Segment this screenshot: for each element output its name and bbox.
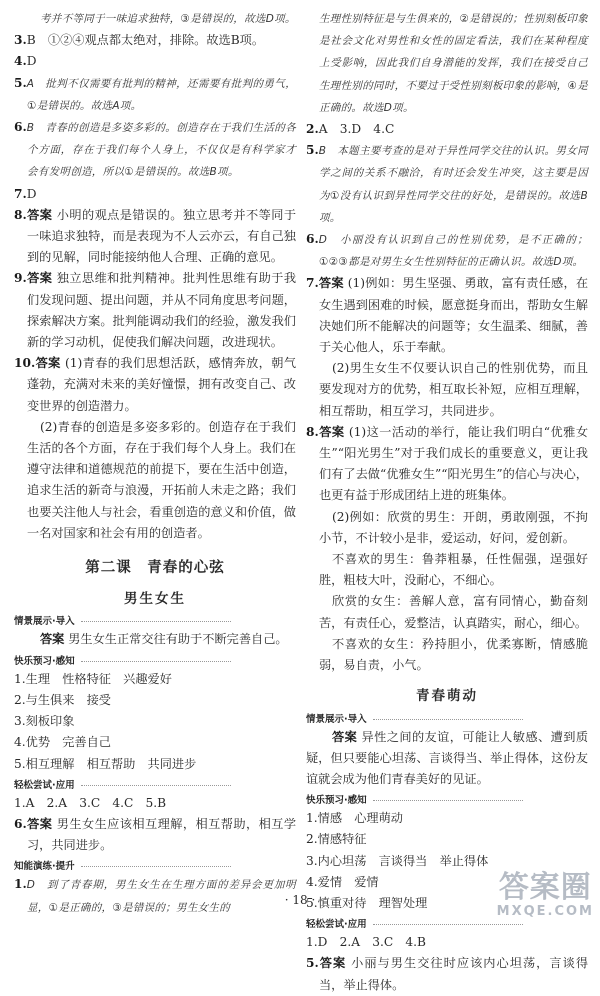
watermark-logo <box>497 872 594 919</box>
left-try6: 6.答案 男生女生应该相互理解，相互帮助，相互学习，共同进步。 <box>14 816 297 853</box>
left-q10-part2: (2)青春的创造是多姿多彩的。创造存在于我们生活的各个方面，存在于我们每个人身上。我们在遵守法律和道德规范的前提下，要在生活中创造，追求生活的新奇与浪漫，开拓前人未走之路；我们也要关注他人与社会，看重创造的意义和价值，做一名对国家和社会有用的创造者。 <box>27 419 296 540</box>
right-column <box>306 8 588 996</box>
right-try5: 5.答案 小丽与男生交往时应该内心坦荡，言谈得当，举止得体。 <box>306 956 589 992</box>
right-q7-part2: (2)男生女生不仅要认识自己的性别优势，而且要发现对方的优势，相互取长补短，应相互理解，相互帮助，相互学习，共同进步。 <box>319 361 588 418</box>
left-q9: 9.答案 独立思维和批判精神。批判性思维有助于我们发现问题、提出问题，并从不同角度思考问题，探索解决方案。批判能调动我们的经验，激发我们新的学习动机，促使我们解决问题，改进现状。 <box>14 271 297 350</box>
left-q8: 8.答案 小明的观点是错误的。独立思考并不等同于一味追求独特，而是表现为不人云亦云，有自己独到的见解，同时能接纳他人合理、正确的意见。 <box>14 207 297 265</box>
preview-item: 5.慎重对待 理智处理 <box>306 895 428 910</box>
left-q5: 5.A 批判不仅需要有批判的精神，还需要有批判的勇气，①是错误的。故选A项。 <box>14 75 296 112</box>
preview-item: 4.优势 完善自己 <box>14 735 111 750</box>
topic-title-youth-stirring: 青春萌动 <box>416 688 478 705</box>
section-header: 轻松尝试·应用 <box>14 778 296 793</box>
section-header: 情景展示·导入 <box>14 614 296 629</box>
section-header: 快乐预习·感知 <box>14 654 296 669</box>
left-ex1: 1.D 到了青春期，男生女生在生理方面的差异会更加明显，①是正确的，③是错误的；男生女生的 <box>14 877 296 914</box>
section-header: 快乐预习·感知 <box>306 793 588 808</box>
watermark-text: 答案圈 <box>498 870 592 905</box>
page-number: · 18 · <box>284 893 316 907</box>
left-q3: 3.B ①②④观点都太绝对，排除。故选B项。 <box>14 33 265 48</box>
right-q8-part4: 欣赏的女生：善解人意，富有同情心，勤奋刻苦，有责任心，爱整洁，认真踏实，耐心，细心。 <box>319 594 588 630</box>
right-q6: 6.D 小丽没有认识到自己的性别优势，是不正确的；①②③都是对男生女生性别特征的正确认识。故选D项。 <box>306 232 588 269</box>
right-q8-part3: 不喜欢的男生：鲁莽粗暴，任性倔强，逞强好胜，粗枝大叶，没耐心，不细心。 <box>319 552 588 588</box>
preview-item: 1.情感 心理萌动 <box>306 811 403 826</box>
preview-item: 3.内心坦荡 言谈得当 举止得体 <box>306 853 489 868</box>
preview-item: 5.相互理解 相互帮助 共同进步 <box>14 756 197 771</box>
right-q8: 8.答案 (1)这一活动的举行，能让我们明白“优雅女生”“阳光男生”对于我们成长的重要意义，更让我们有了去做“优雅女生”“阳光男生”的信心与决心，也更有益于形成团结上进的班集体。 <box>306 424 589 503</box>
right-q2: 2.A 3.D 4.C <box>306 122 395 137</box>
right-intro-answer: 答案 异性之间的友谊，可能让人敏感、遭到质疑，但只要能心坦荡、言谈得当、举止得体，这份友谊就会成为他们青春美好的见证。 <box>306 729 589 786</box>
preview-item: 1.生理 性格特征 兴趣爱好 <box>14 671 172 686</box>
left-q4: 4.D <box>14 54 37 69</box>
right-q5: 5.B 本题主要考查的是对于异性同学交往的认识。男女同学之间的关系不融洽，有时还会发生冲突，这主要是因为①没有认识到异性同学交往的好处，是错误的。故选B项。 <box>306 143 588 224</box>
left-q7: 7.D <box>14 186 37 201</box>
right-q8-part2: (2)例如：欣赏的男生：开朗，勇敢刚强，不拘小节，不计较小是非，爱运动，好问，爱创新。 <box>319 509 588 545</box>
try-answers: 1.A 2.A 3.C 4.C 5.B <box>14 795 167 810</box>
section-header: 情景展示·导入 <box>306 712 588 727</box>
left-q10: 10.答案 (1)青春的我们思想活跃，感情奔放，朝气蓬勃，充满对未来的美好憧憬，拥有改变自己、改变世界的创造潜力。 <box>14 356 297 413</box>
preview-item: 2.情感特征 <box>306 832 367 847</box>
lesson-title: 第二课 青春的心弦 <box>85 560 225 577</box>
right-q7: 7.答案 (1)例如：男生坚强、勇敢，富有责任感，在女生遇到困难的时候，愿意挺身而出，帮助女生解决她们所不能解决的问题等；女生温柔、细腻，善于关心他人，乐于奉献。 <box>306 276 589 355</box>
preview-item: 4.爱情 爱情 <box>306 874 379 889</box>
left-q6: 6.B 青春的创造是多姿多彩的。创造存在于我们生活的各个方面，存在于我们每个人身上，不仅仅是有科学家才会有发明创造，所以①是错误的。故选B项。 <box>14 120 296 179</box>
left-continuation: 考并不等同于一味追求独特，③是错误的，故选D项。 <box>40 13 296 25</box>
left-column <box>14 8 296 919</box>
preview-item: 2.与生俱来 接受 <box>14 692 111 707</box>
section-header: 知能演练·提升 <box>14 859 296 874</box>
right-continuation: 生理性别特征是与生俱来的，②是错误的；性别刻板印象是社会文化对男性和女性的固定看法，我们在某种程度上受影响，因此我们自身潜能的发挥，我们在接受自己生理性别的同时，不要过于受性别刻板印象的影响，④是正确的。故选D项。 <box>319 13 588 114</box>
section-header: 轻松尝试·应用 <box>306 917 588 932</box>
left-intro-answer: 答案 男生女生正常交往有助于不断完善自己。 <box>40 632 288 647</box>
topic-title-boys-girls: 男生女生 <box>124 591 186 608</box>
try-answers: 1.D 2.A 3.C 4.B <box>306 935 426 950</box>
right-q8-part5: 不喜欢的女生：矜持胆小，优柔寡断，情感脆弱，易自责，小气。 <box>319 636 588 673</box>
preview-item: 3.刻板印象 <box>14 714 75 729</box>
watermark-url: MXQE.COM <box>496 904 594 919</box>
